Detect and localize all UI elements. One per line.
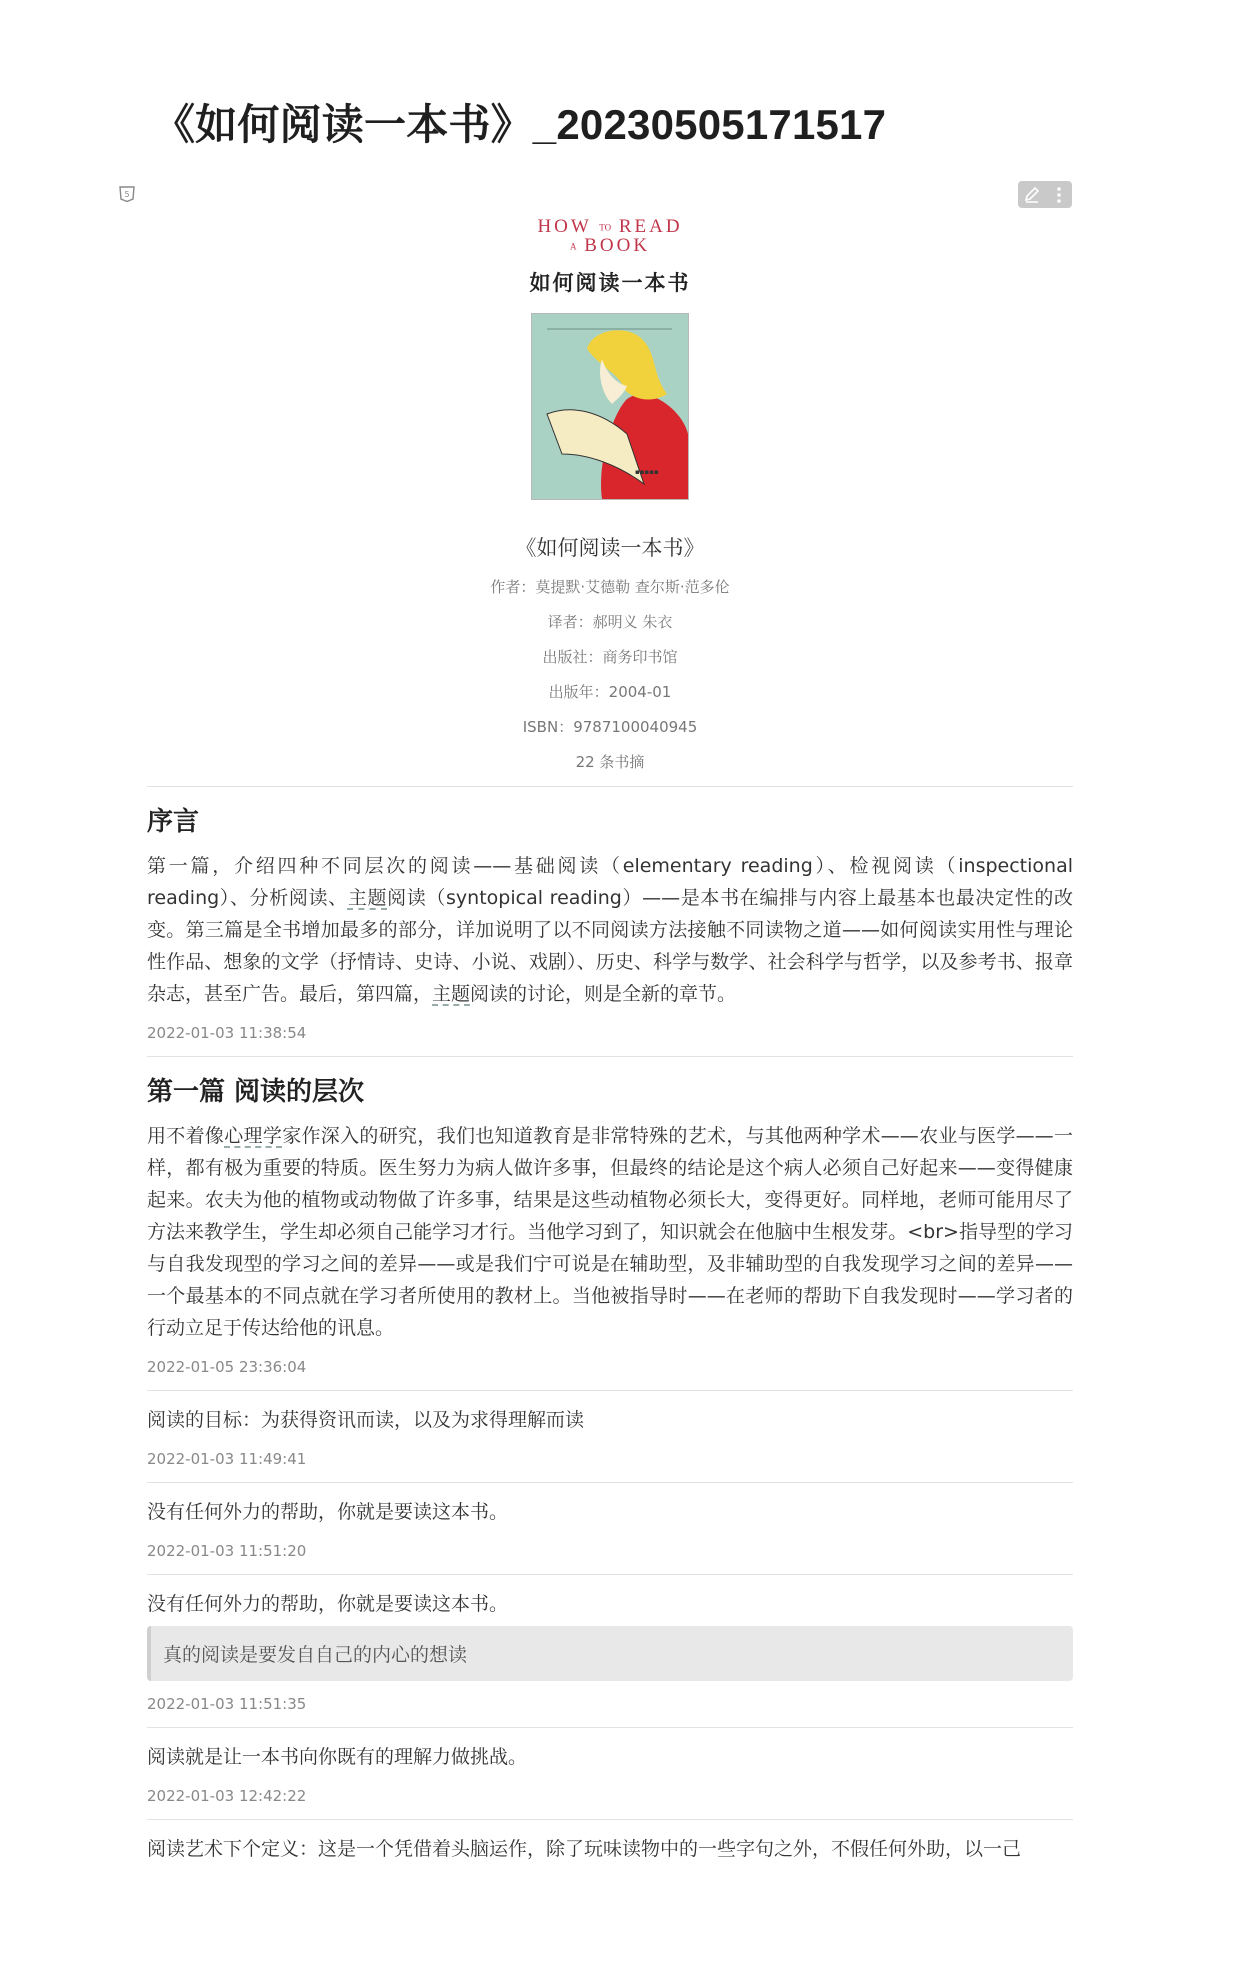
divider	[147, 786, 1073, 787]
excerpt-paragraph	[147, 850, 1073, 1010]
svg-text:5: 5	[124, 190, 130, 199]
divider	[147, 1482, 1073, 1483]
book-translator: 译者：郝明义 朱衣	[547, 613, 673, 632]
section-heading: 序言	[147, 807, 200, 838]
document-content	[147, 212, 1073, 1861]
cover-chinese-title: 如何阅读一本书	[529, 270, 691, 296]
note-item	[147, 1834, 1073, 1861]
cover-english-title	[147, 218, 1073, 255]
note-text: 没有任何外力的帮助，你就是要读这本书。	[147, 1501, 509, 1524]
excerpt-timestamp: 2022-01-03 11:38:54	[147, 1024, 307, 1043]
note-item	[147, 1497, 1073, 1560]
note-item	[147, 1405, 1073, 1468]
note-timestamp: 2022-01-03 11:51:35	[147, 1695, 307, 1714]
excerpt-timestamp: 2022-01-05 23:36:04	[147, 1358, 307, 1377]
cover-word-a: A	[569, 241, 577, 252]
note-timestamp: 2022-01-03 11:51:20	[147, 1542, 307, 1561]
divider	[147, 1056, 1073, 1057]
section-heading: 第一篇 阅读的层次	[147, 1077, 365, 1108]
excerpt-paragraph	[147, 1120, 1073, 1344]
note-item	[147, 1589, 1073, 1713]
book-cover-block	[147, 218, 1073, 504]
more-vertical-icon[interactable]	[1049, 185, 1069, 205]
linked-term[interactable]: 心理学	[224, 1125, 283, 1148]
book-isbn: ISBN：9787100040945	[522, 718, 698, 737]
cover-word-read: READ	[618, 216, 683, 237]
divider	[147, 1727, 1073, 1728]
cover-word-to: TO	[599, 222, 612, 233]
book-pub-year: 出版年：2004-01	[548, 683, 672, 702]
paragraph-text: 家作深入的研究，我们也知道教育是非常特殊的艺术，与其他两种学术——农业与医学——一样，都有极为重要的特质。医生努力为病人做许多事，但最终的结论是这个病人必须自己好起来——变得健康起来。农夫为他的植物或动物做了许多事，结果是这些动植物必须长大，变得更好。同样地，老师可能用尽了方法来教学生，学生却必须自己能学习才行。当他学习到了，知识就会在他脑中生根发芽。<br>指导型的学习与自我发现型的学习之间的差异——或是我们宁可说是在辅助型，及非辅助型的自我发现学习之间的差异——一个最基本的不同点就在学习者所使用的教材上。当他被指导时——在老师的帮助下自我发现时——学习者的行动立足于传达给他的讯息。	[147, 1125, 1073, 1340]
note-text: 没有任何外力的帮助，你就是要读这本书。	[147, 1593, 509, 1616]
paragraph-text: 用不着像	[147, 1125, 225, 1148]
linked-term[interactable]: 主题	[432, 983, 471, 1006]
note-quote: 真的阅读是要发自自己的内心的想读	[147, 1626, 1073, 1681]
book-cover-image	[531, 313, 689, 500]
svg-text:▪▪▪▪▪: ▪▪▪▪▪	[635, 468, 659, 477]
book-author: 作者：莫提默·艾德勒 查尔斯·范多伦	[490, 578, 730, 597]
paragraph-text: 阅读的讨论，则是全新的章节。	[470, 983, 737, 1006]
cover-word-how: HOW	[537, 216, 592, 237]
note-timestamp: 2022-01-03 11:49:41	[147, 1450, 307, 1469]
document-title: 《如何阅读一本书》_20230505171517	[153, 101, 887, 148]
html5-block-icon[interactable]	[118, 186, 136, 202]
divider	[147, 1390, 1073, 1391]
note-timestamp: 2022-01-03 12:42:22	[147, 1787, 307, 1806]
book-meta	[147, 532, 1073, 772]
note-text: 阅读就是让一本书向你既有的理解力做挑战。	[147, 1746, 528, 1769]
pencil-icon[interactable]	[1022, 185, 1042, 205]
paragraph-text: 第一篇，介绍四种不同层次的阅读——基础阅读（elementary reading）、检视阅读（inspectional reading）、分析阅读、	[147, 855, 1073, 910]
cover-word-book: BOOK	[584, 234, 651, 256]
divider	[147, 1819, 1073, 1820]
paragraph-text: 阅读（syntopical reading）——是本书在编排与内容上最基本也最决定性的改变。第三篇是全书增加最多的部分，详加说明了以不同阅读方法接触不同读物之道——如何阅读实用性与理论性作品、想象的文学（抒情诗、史诗、小说、戏剧）、历史、科学与数学、社会科学与哲学，以及参考书、报章杂志，甚至广告。最后，第四篇，	[147, 887, 1073, 1006]
section-part-one	[147, 1071, 1073, 1376]
section-preface	[147, 801, 1073, 1042]
book-publisher: 出版社：商务印书馆	[542, 648, 678, 667]
linked-term[interactable]: 主题	[347, 887, 388, 910]
excerpt-count: 22 条书摘	[575, 753, 645, 772]
note-text: 阅读艺术下个定义：这是一个凭借着头脑运作，除了玩味读物中的一些字句之外，不假任何外助，以一己	[147, 1838, 1022, 1861]
block-toolbar	[1018, 181, 1072, 208]
note-text: 阅读的目标：为获得资讯而读，以及为求得理解而读	[147, 1409, 585, 1432]
note-item	[147, 1742, 1073, 1805]
divider	[147, 1574, 1073, 1575]
book-name: 《如何阅读一本书》	[515, 536, 705, 561]
